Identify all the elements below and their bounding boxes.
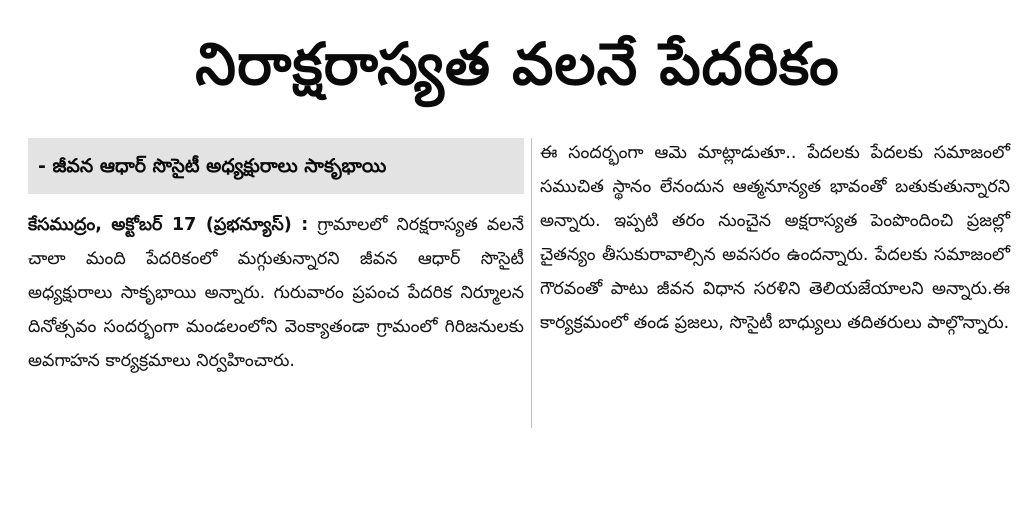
right-column-text: ఈ సందర్భంగా ఆమె మాట్లాడుతూ.. పేదలకు పేదలకు సమాజంలో సముచిత స్థానం లేనందున ఆత్మనూన్యత భావంతో బతుకుతున్నారని అన్నారు. ఇప్పటి తరం నుంచైన అక్షరాస్యత పెంపొందించి ప్రజల్లో చైతన్యం తీసుకురావాల్సిన అవసరం ఉందన్నారు. పేదలకు సమాజంలో గౌరవంతో పాటు జీవన విధాన సరళిని తెలియజేయాలని అన్నారు.ఈ కార్యక్రమంలో తండ ప్రజలు, సొసైటీ బాధ్యులు తదితరులు పాల్గొన్నారు. bbox=[540, 143, 1010, 333]
left-column-body bbox=[28, 208, 524, 378]
headline: నిరాక్షరాస్యత వలనే పేదరికం bbox=[195, 30, 840, 98]
dateline: కేసముద్రం, అక్టోబర్ 17 (ప్రభన్యూస్) : bbox=[28, 215, 309, 235]
left-column bbox=[28, 138, 524, 378]
left-column-text: గ్రామాలలో నిరక్షరాస్యత వలనే చాలా మంది పేదరికంలో మగ్గుతున్నారని జీవన ఆధార్ సొసైటీ అధ్యక్షురాలు సాకృభాయి అన్నారు. గురువారం ప్రపంచ పేదరిక నిర్మూలన దినోత్సవం సందర్భంగా మండలంలోని వెంక్యాతండా గ్రామంలో గిరిజనులకు అవగాహన కార్యక్రమాలు నిర్వహించారు. bbox=[28, 215, 524, 371]
subheading: - జీవన ఆధార్ సొసైటీ అధ్యక్షురాలు సాకృభాయి bbox=[28, 138, 524, 194]
column-divider bbox=[531, 138, 532, 428]
